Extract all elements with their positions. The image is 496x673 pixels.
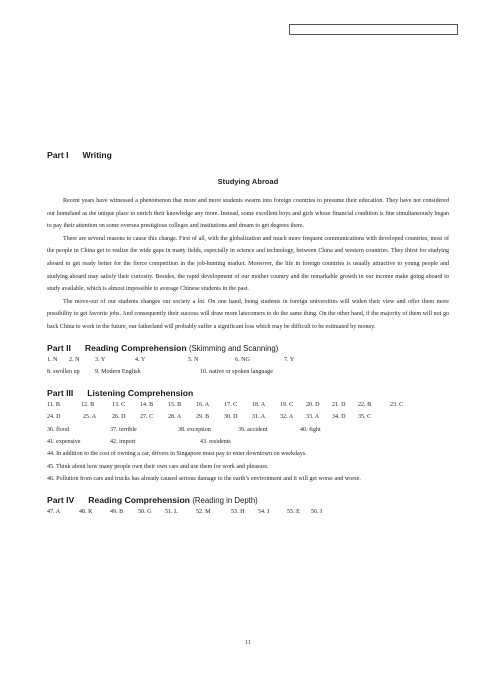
answer: 27. C bbox=[140, 414, 154, 421]
answer: 43. residents bbox=[200, 439, 231, 446]
answer: 35. C bbox=[358, 414, 372, 421]
answer-row bbox=[47, 402, 449, 414]
answer: 10. native or spoken language bbox=[200, 368, 273, 375]
answer: 55. E bbox=[287, 509, 300, 516]
answer: 19. C bbox=[280, 402, 294, 409]
answer: 20. D bbox=[306, 402, 320, 409]
answer: 39. accident bbox=[238, 426, 268, 433]
answer: 48. K bbox=[79, 509, 93, 516]
essay-title: Studying Abroad bbox=[217, 177, 279, 186]
answer: 14. B bbox=[140, 402, 154, 409]
answer: 22. B bbox=[358, 402, 372, 409]
answer-row bbox=[47, 369, 449, 381]
part-label: Part IV bbox=[47, 495, 75, 506]
part-note: (Skimming and Scanning) bbox=[188, 343, 279, 353]
answer: 24. D bbox=[47, 414, 61, 421]
answer: 53. H bbox=[231, 509, 245, 516]
answer: 21. D bbox=[332, 402, 346, 409]
part-note: (Reading in Depth) bbox=[192, 496, 258, 506]
answer: 50. G bbox=[138, 509, 152, 516]
answer: 5. N bbox=[188, 356, 199, 363]
answer: 29. B bbox=[196, 414, 210, 421]
answer: 28. A bbox=[168, 414, 182, 421]
answer-row bbox=[47, 427, 449, 439]
answer: 8. swollen up bbox=[47, 368, 80, 375]
answer: 34. D bbox=[332, 414, 346, 421]
section-listening-heading bbox=[47, 388, 449, 398]
part-name: Listening Comprehension bbox=[87, 388, 194, 399]
essay-paragraph: There are several reasons to cause this change. First of all, with the globalization and much more frequent communications with developed countries, most of the people in China get to realize the wide gaps in many fields, especially in science and technology, between China and western countries. They thirst for studying aboard to get ready better for the fierce competition in the job-hunting market. Moreover, the life in foreign countries is usually attractive to young people and studying aboard may satisfy their curiosity. Besides, the rapid development of our mother country and the remarkable growth in our income make going aboard to study available, which is almost impossible to average Chinese students in the past. bbox=[47, 235, 449, 293]
answer: 54. J bbox=[258, 509, 270, 516]
answer: 3. Y bbox=[95, 356, 106, 363]
answer: 38. exception bbox=[178, 426, 211, 433]
answer: 40. fight bbox=[300, 426, 321, 433]
answer: 16. A bbox=[196, 402, 210, 409]
answer: 11. B bbox=[47, 402, 60, 409]
answer: 23. C bbox=[390, 402, 404, 409]
reading-depth-answers bbox=[47, 509, 449, 521]
skimming-answers bbox=[47, 357, 449, 382]
page-number: 11 bbox=[245, 639, 251, 646]
essay-paragraph: The move-out of our students changes our society a lot. On one hand, being students in foreign universities will widen their view and offer them more possibility to get favorite jobs. And consequently their success will draw more latecomers to do the same thing. On the other hand, if the majority of them will not go back China to work in the future, our fatherland will probably suffer a significant loss which may be difficult to be estimated by money. bbox=[47, 298, 449, 330]
listening-answers bbox=[47, 402, 449, 488]
answer: 15. B bbox=[168, 402, 182, 409]
header-box bbox=[289, 24, 458, 35]
section-reading-depth-heading bbox=[47, 495, 449, 505]
answer: 30. D bbox=[224, 414, 238, 421]
answer: 17. C bbox=[224, 402, 238, 409]
answer: 18. A bbox=[252, 402, 266, 409]
answer: 52. M bbox=[196, 509, 211, 516]
answer: 41. expensive bbox=[47, 439, 81, 446]
section-reading-skimming-heading bbox=[47, 343, 449, 353]
answer: 33. A bbox=[306, 414, 320, 421]
essay-body bbox=[47, 195, 449, 334]
part-label: Part III bbox=[47, 388, 74, 399]
answer: 32. A bbox=[280, 414, 294, 421]
answer: 36. flood bbox=[47, 426, 70, 433]
answer-key bbox=[47, 150, 449, 522]
answer: 47. A bbox=[47, 509, 61, 516]
answer: 4. Y bbox=[135, 356, 146, 363]
answer-row bbox=[47, 357, 449, 369]
answer-row bbox=[47, 509, 449, 521]
answer: 6. NG bbox=[235, 356, 250, 363]
answer: 56. I bbox=[311, 509, 323, 516]
answer: 1. N bbox=[47, 356, 58, 363]
answer: 13. C bbox=[112, 402, 126, 409]
answer: 31. A bbox=[252, 414, 266, 421]
answer: 51. L bbox=[165, 509, 178, 516]
part-label: Part II bbox=[47, 342, 71, 353]
answer: 26. D bbox=[112, 414, 126, 421]
answer: 42. import bbox=[110, 439, 136, 446]
answer: 25. A bbox=[83, 414, 97, 421]
answer-sentence: 44. In addition to the cost of owning a car, drivers in Singapore must pay to enter downtown on weekdays. bbox=[47, 451, 307, 458]
answer: 49. B bbox=[110, 509, 124, 516]
part-name: Writing bbox=[82, 150, 112, 160]
part-name: Reading Comprehension bbox=[84, 342, 187, 353]
answer-sentence: 45. Think about how many people own their own cars and use them for work and pleasure. bbox=[47, 463, 269, 470]
answer-row bbox=[47, 414, 449, 426]
essay-paragraph: Recent years have witnessed a phenomenon that more and more students swarm into foreign countries to presume their education. They have not considered our homeland as the unique place to enrich their knowledge any more. Instead, some excellent boys and girls whose financial condition is fine simultaneously began to pay their attention on some oversea prestigious colleges and institutions and dream to get degrees there. bbox=[47, 198, 449, 230]
answer-row bbox=[47, 439, 449, 451]
part-label: Part I bbox=[47, 150, 69, 160]
answer: 12. B bbox=[81, 402, 95, 409]
part-name: Reading Comprehension bbox=[88, 495, 190, 506]
answer: 7. Y bbox=[284, 356, 295, 363]
answer: 2. N bbox=[69, 356, 80, 363]
answer: 9. Modern English bbox=[95, 368, 141, 375]
answer: 37. terrible bbox=[110, 426, 137, 433]
section-writing-heading bbox=[47, 150, 449, 160]
answer-sentence: 46. Pollution from cars and trucks has already caused serious damage to the earth’s environment and it will get worse and worse. bbox=[47, 475, 361, 482]
